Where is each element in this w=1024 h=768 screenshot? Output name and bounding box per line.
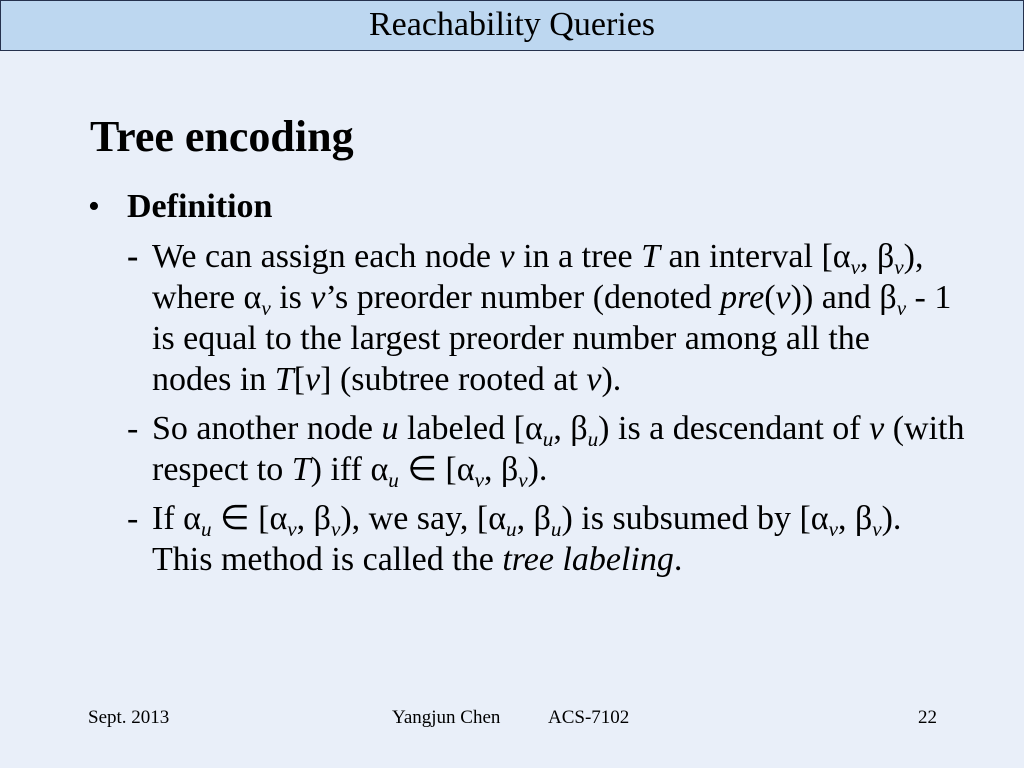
text-run: ∈ [α xyxy=(398,451,475,488)
text-run: ). xyxy=(881,500,902,537)
text-run: , β xyxy=(296,500,331,537)
italic-run: v xyxy=(869,410,885,447)
header-title: Reachability Queries xyxy=(368,6,656,43)
text-run: , β xyxy=(859,238,895,275)
definition-items xyxy=(127,236,1007,588)
italic-run: v xyxy=(305,361,321,398)
subscript-run: u xyxy=(550,516,562,541)
text-run: , β xyxy=(553,410,588,447)
subscript-run: u xyxy=(506,516,517,541)
text-run: We can assign each node xyxy=(152,238,500,275)
text-run: ] (subtree rooted at xyxy=(320,361,587,398)
bullet-definition xyxy=(88,186,488,227)
subscript-run: v xyxy=(894,254,904,279)
subscript-run: u xyxy=(200,516,212,541)
item-line xyxy=(152,359,1007,400)
item-line xyxy=(152,449,1007,490)
text-run: )) and β xyxy=(790,279,897,316)
footer-author: Yangjun Chen xyxy=(392,707,501,728)
dash-marker: - xyxy=(127,500,139,537)
subscript-run: v xyxy=(287,516,297,541)
text-run: labeled [α xyxy=(398,410,543,447)
dash-marker: - xyxy=(127,238,139,275)
text-run: If α xyxy=(152,500,201,537)
text-run: is xyxy=(270,279,311,316)
subscript-run: v xyxy=(872,516,882,541)
subscript-run: u xyxy=(388,467,399,492)
text-run: So another node xyxy=(152,410,382,447)
definition-heading: Definition xyxy=(127,188,273,225)
definition-item-2 xyxy=(127,408,1007,490)
footer-course: ACS-7102 xyxy=(548,707,630,728)
subscript-run: v xyxy=(896,295,907,320)
text-run: , β xyxy=(483,451,519,488)
item-line xyxy=(152,236,1007,277)
text-run: ’s preorder number (denoted xyxy=(325,279,721,316)
text-run: is equal to the largest preorder number among all the xyxy=(152,320,870,357)
subscript-run: u xyxy=(587,426,599,451)
text-run: [ xyxy=(293,361,306,398)
text-run: . xyxy=(673,541,683,578)
italic-run: v xyxy=(499,238,515,275)
italic-run: pre xyxy=(720,279,765,316)
italic-run: v xyxy=(586,361,602,398)
text-run: ( xyxy=(764,279,776,316)
definition-item-1 xyxy=(127,236,1007,400)
text-run: in a tree xyxy=(514,238,642,275)
text-run: ) is subsumed by [α xyxy=(561,500,829,537)
footer-page-number: 22 xyxy=(918,707,937,728)
text-run: , β xyxy=(837,500,873,537)
subscript-run: v xyxy=(850,254,860,279)
bullet-marker: • xyxy=(88,188,100,225)
item-line xyxy=(152,408,1007,449)
item-line xyxy=(152,498,1007,539)
subscript-run: u xyxy=(542,426,554,451)
subscript-run: v xyxy=(330,516,341,541)
text-run: ∈ [α xyxy=(211,500,288,537)
italic-run: tree labeling xyxy=(502,541,674,578)
text-run: ). xyxy=(601,361,622,398)
text-run: ), we say, [α xyxy=(340,500,507,537)
text-run: nodes in xyxy=(152,361,275,398)
dash-marker: - xyxy=(127,410,139,447)
item-line xyxy=(152,318,1007,359)
text-run: , β xyxy=(516,500,551,537)
text-run: ) iff α xyxy=(310,451,389,488)
italic-run: v xyxy=(310,279,326,316)
text-run: - 1 xyxy=(906,279,952,316)
slide-title: Tree encoding xyxy=(90,112,354,161)
subscript-run: v xyxy=(828,516,838,541)
italic-run: u xyxy=(381,410,399,447)
text-run: ), xyxy=(903,238,924,275)
subscript-run: v xyxy=(474,467,484,492)
italic-run: v xyxy=(775,279,791,316)
italic-run: T xyxy=(291,451,311,488)
item-line xyxy=(152,277,1007,318)
subscript-run: v xyxy=(261,295,271,320)
text-run: where α xyxy=(152,279,262,316)
text-run: respect to xyxy=(152,451,292,488)
text-run: ) is a descendant of xyxy=(598,410,870,447)
subscript-run: v xyxy=(518,467,528,492)
item-line xyxy=(152,539,1007,580)
text-run: (with xyxy=(884,410,965,447)
italic-run: T xyxy=(641,238,661,275)
header-bar xyxy=(0,0,1024,51)
footer-date: Sept. 2013 xyxy=(88,707,170,728)
text-run: This method is called the xyxy=(152,541,503,578)
italic-run: T xyxy=(274,361,294,398)
text-run: an interval [α xyxy=(660,238,851,275)
text-run: ). xyxy=(527,451,548,488)
definition-item-3 xyxy=(127,498,1007,580)
